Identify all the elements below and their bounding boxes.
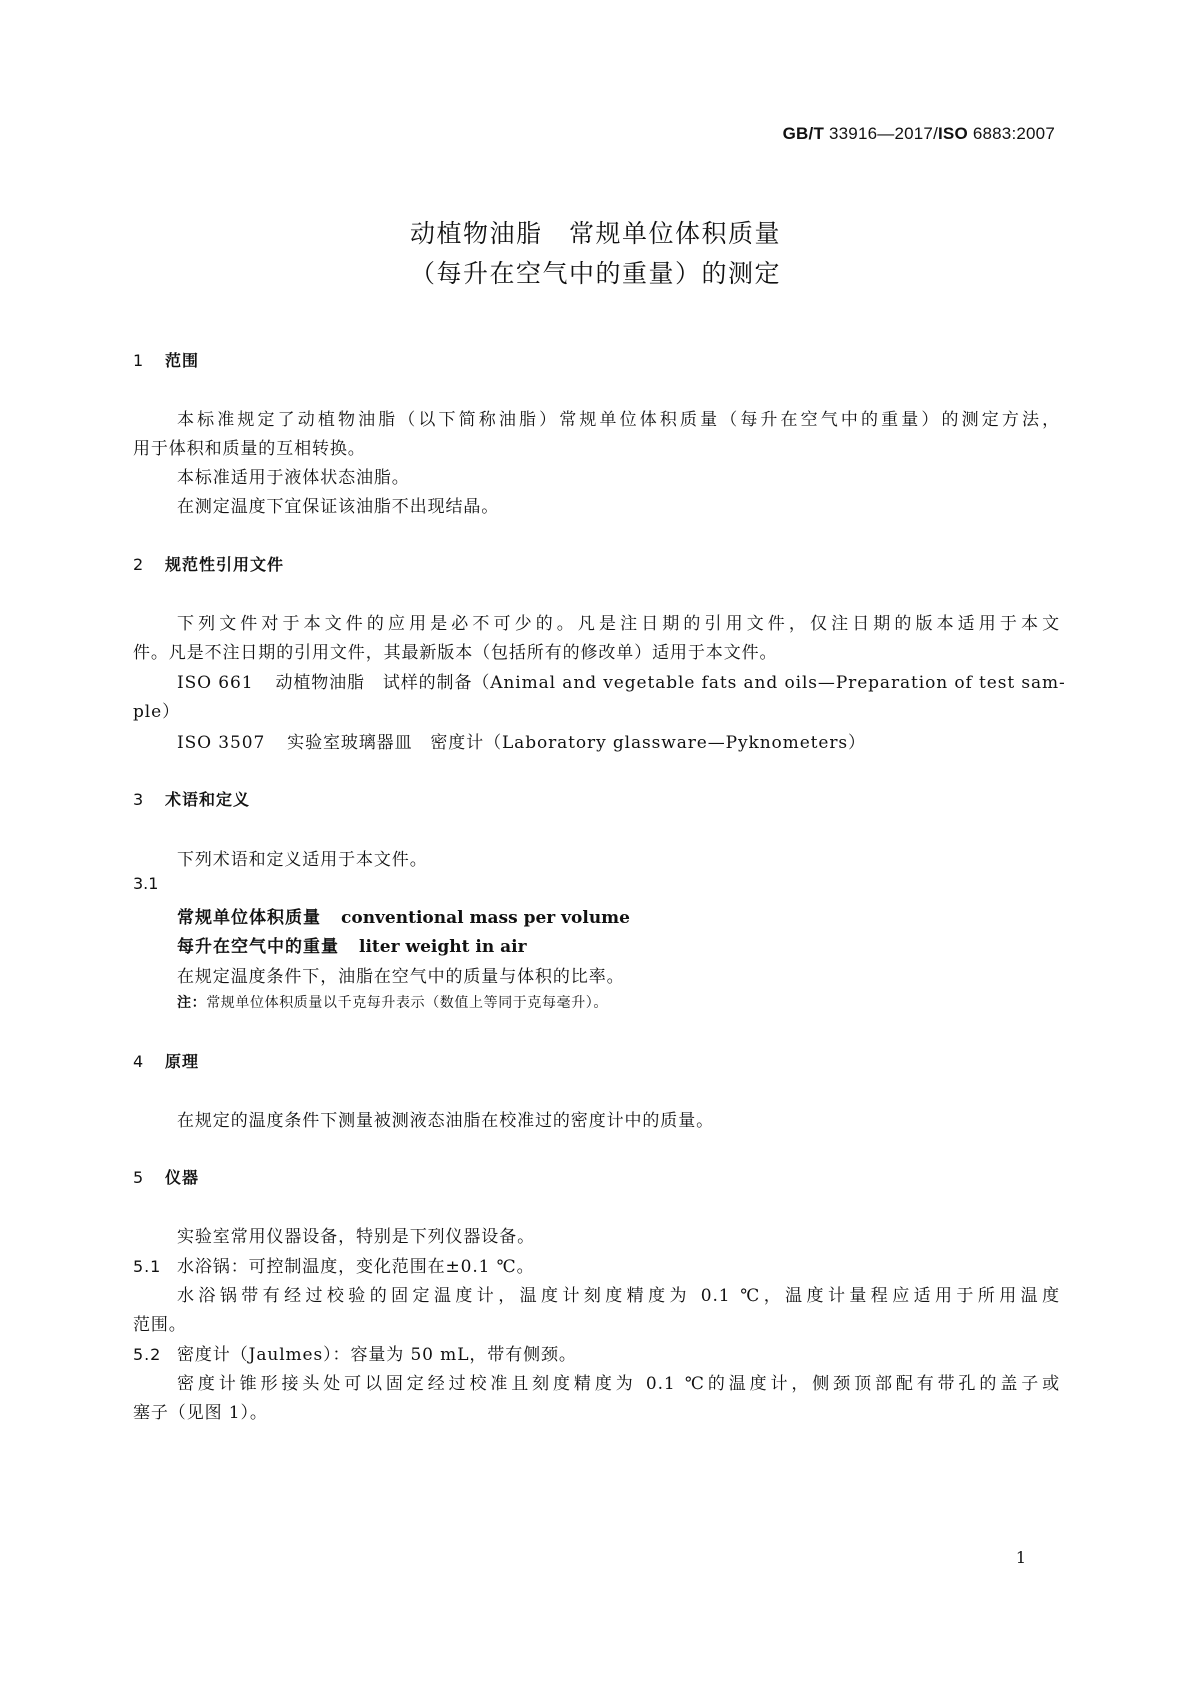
section-1-heading [133, 348, 199, 371]
term-note [177, 992, 608, 1012]
iso-code: ISO [938, 124, 968, 143]
subsection-5-1-paragraph-a: 水浴锅带有经过校验的固定温度计，温度计刻度精度为 0.1 ℃，温度计量程应适用于所用温度 [177, 1286, 1060, 1306]
section-1-paragraph-1b: 用于体积和质量的互相转换。 [133, 439, 366, 459]
subsection-text: 水浴锅：可控制温度，变化范围在±0.1 ℃。 [177, 1257, 535, 1277]
section-title: 术语和定义 [165, 790, 251, 809]
section-number: 3 [133, 790, 145, 809]
subsection-5-1 [133, 1252, 535, 1277]
section-2-paragraph-1a: 下列文件对于本文件的应用是必不可少的。凡是注日期的引用文件，仅注日期的版本适用于本文 [177, 614, 1060, 634]
subsection-3-1-number: 3.1 [133, 874, 159, 893]
section-number: 1 [133, 351, 145, 370]
subsection-5-1-paragraph-b: 范围。 [133, 1315, 187, 1335]
standard-number-header [783, 124, 1055, 144]
subsection-number: 5.2 [133, 1345, 162, 1364]
term-1 [177, 903, 630, 928]
term-definition: 在规定温度条件下，油脂在空气中的质量与体积的比率。 [177, 967, 625, 987]
term-2 [177, 932, 527, 957]
note-text: 常规单位体积质量以千克每升表示（数值上等同于克每毫升）。 [206, 995, 609, 1011]
subsection-number: 5.1 [133, 1257, 162, 1276]
section-1-paragraph-3: 在测定温度下宜保证该油脂不出现结晶。 [177, 497, 500, 517]
reference-title: 动植物油脂 试样的制备（Animal and vegetable fats and oils—Preparation of test sam- [275, 673, 1066, 693]
section-1-paragraph-2: 本标准适用于液体状态油脂。 [177, 468, 410, 488]
subsection-text: 密度计（Jaulmes）：容量为 50 mL，带有侧颈。 [177, 1345, 577, 1365]
note-label: 注： [177, 995, 207, 1011]
section-title: 原理 [165, 1052, 200, 1071]
normative-reference-1 [177, 668, 1066, 693]
subsection-5-2-paragraph-a: 密度计锥形接头处可以固定经过校准且刻度精度为 0.1 ℃的温度计，侧颈顶部配有带孔的盖子或 [177, 1374, 1060, 1394]
section-1-paragraph-1a: 本标准规定了动植物油脂（以下简称油脂）常规单位体积质量（每升在空气中的重量）的测定方法， [177, 410, 1060, 430]
subsection-5-2-paragraph-b: 塞子（见图 1）。 [133, 1403, 268, 1423]
section-2-paragraph-1b: 件。凡是不注日期的引用文件，其最新版本（包括所有的修改单）适用于本文件。 [133, 643, 778, 663]
reference-code: ISO 3507 [177, 733, 266, 753]
section-title: 范围 [165, 351, 200, 370]
section-number: 4 [133, 1052, 145, 1071]
normative-reference-1-continued: ple） [133, 702, 180, 722]
document-title-line-2: （每升在空气中的重量）的测定 [409, 259, 781, 288]
std-number: 33916—2017/ [828, 124, 938, 143]
section-3-paragraph-1: 下列术语和定义适用于本文件。 [177, 850, 428, 870]
section-number: 5 [133, 1168, 145, 1187]
reference-code: ISO 661 [177, 673, 254, 693]
normative-reference-2 [177, 728, 866, 753]
subsection-5-2 [133, 1340, 577, 1365]
std-code: GB/T [782, 124, 825, 143]
term-english: conventional mass per volume [341, 908, 630, 928]
section-number: 2 [133, 555, 145, 574]
section-4-paragraph-1: 在规定的温度条件下测量被测液态油脂在校准过的密度计中的质量。 [177, 1111, 714, 1131]
iso-number: 6883:2007 [972, 124, 1055, 143]
reference-title: 实验室玻璃器皿 密度计（Laboratory glassware—Pyknometers） [287, 733, 866, 753]
section-5-paragraph-1: 实验室常用仪器设备，特别是下列仪器设备。 [177, 1227, 535, 1247]
section-5-heading [133, 1165, 199, 1188]
section-title: 仪器 [165, 1168, 200, 1187]
section-2-heading [133, 552, 284, 575]
page-number: 1 [1015, 1548, 1026, 1567]
section-4-heading [133, 1049, 199, 1072]
term-chinese: 常规单位体积质量 [177, 908, 321, 928]
section-3-heading [133, 787, 250, 810]
section-title: 规范性引用文件 [165, 555, 285, 574]
term-english: liter weight in air [359, 937, 527, 957]
term-chinese: 每升在空气中的重量 [177, 937, 339, 957]
document-title-line-1: 动植物油脂 常规单位体积质量 [409, 219, 781, 248]
